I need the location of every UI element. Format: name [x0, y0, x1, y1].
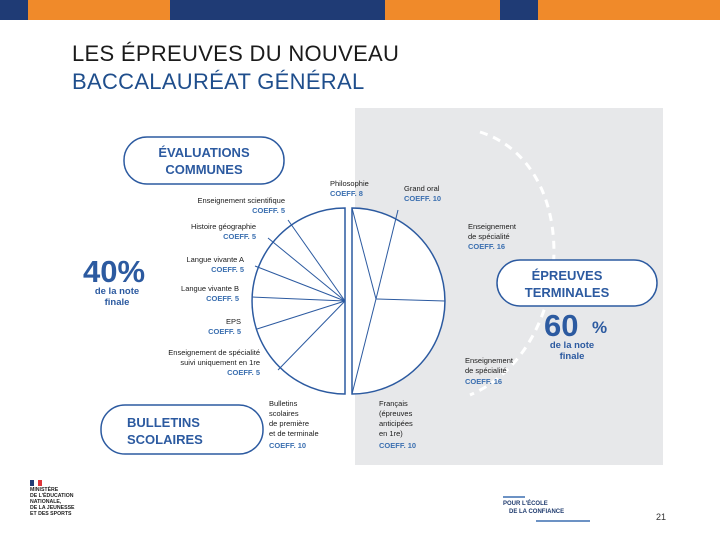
ministere-line-3: NATIONALE, [30, 499, 62, 505]
right-item-francais-line-4: en 1re) [379, 429, 403, 438]
bulletins-item-coeff: COEFF. 10 [269, 441, 307, 450]
epreuves-sub-line-1: de la note [549, 340, 595, 351]
page-title-line-2: BACCALAURÉAT GÉNÉRAL [72, 69, 365, 94]
ministere-line-1: MINISTÈRE [30, 487, 59, 493]
confiance-line-2: DE LA CONFIANCE [509, 509, 565, 515]
ministere-line-2: DE L'ÉDUCATION [30, 493, 74, 499]
evaluations-title-line-2: COMMUNES [165, 162, 243, 177]
left-item-6-name-line-2: suivi uniquement en 1re [180, 358, 260, 367]
right-item-specialite-1-line-2: de spécialité [468, 232, 510, 241]
ministere-logo [30, 487, 90, 517]
left-item-3-coeff: COEFF. 5 [211, 265, 244, 274]
right-item-grand-oral-name: Grand oral [404, 184, 440, 193]
right-item-francais-coeff: COEFF. 10 [379, 441, 417, 450]
epreuves-percent-sign: % [592, 318, 608, 337]
confiance-line-1: POUR L'ÉCOLE [503, 501, 548, 507]
bulletins-item-line-1: Bulletins [269, 399, 298, 408]
epreuves-sub-line-2: finale [559, 351, 585, 362]
evaluations-title-line-1: ÉVALUATIONS [158, 145, 250, 160]
bulletins-item-line-4: et de terminale [269, 429, 319, 438]
left-item-1-name: Enseignement scientifique [197, 196, 285, 205]
evaluations-sub-line-2: finale [104, 297, 130, 308]
right-item-specialite-2-line-2: de spécialité [465, 366, 507, 375]
right-item-philosophie-coeff: COEFF. 8 [330, 189, 363, 198]
left-item-3-name: Langue vivante A [186, 255, 244, 264]
ministere-line-5: ET DES SPORTS [30, 511, 72, 517]
page-number: 21 [656, 512, 667, 522]
ministere-line-4: DE LA JEUNESSE [30, 505, 75, 511]
right-item-specialite-2-coeff: COEFF. 16 [465, 377, 503, 386]
bulletins-title-line-1: BULLETINS [127, 415, 200, 430]
left-item-6-coeff: COEFF. 5 [227, 368, 260, 377]
left-item-1-coeff: COEFF. 5 [252, 206, 285, 215]
epreuves-title-line-1: ÉPREUVES [531, 268, 603, 283]
left-item-2-coeff: COEFF. 5 [223, 232, 256, 241]
bulletins-item-line-2: scolaires [269, 409, 299, 418]
right-item-francais-line-3: anticipées [379, 419, 413, 428]
epreuves-percent-number: 60 [544, 308, 579, 343]
left-item-4-name: Langue vivante B [181, 284, 239, 293]
right-item-philosophie-name: Philosophie [330, 179, 369, 188]
left-item-2-name: Histoire géographie [190, 222, 256, 231]
epreuves-title-line-2: TERMINALES [524, 285, 610, 300]
ecole-confiance-logo [503, 500, 564, 516]
right-item-francais-line-1: Français [379, 399, 408, 408]
right-item-grand-oral-coeff: COEFF. 10 [404, 194, 442, 203]
left-item-5-coeff: COEFF. 5 [208, 327, 241, 336]
evaluations-sub-line-1: de la note [94, 286, 140, 297]
page-title-line-1: LES ÉPREUVES DU NOUVEAU [72, 41, 400, 66]
right-item-specialite-1-line-1: Enseignement [468, 222, 516, 231]
marianne-flag-icon [30, 480, 42, 486]
left-item-6-name-line-1: Enseignement de spécialité [168, 348, 260, 357]
left-item-5-name: EPS [225, 317, 241, 326]
right-item-specialite-1-coeff: COEFF. 16 [468, 242, 506, 251]
evaluations-percent: 40% [83, 254, 146, 289]
right-item-francais-line-2: (épreuves [379, 409, 413, 418]
bulletins-item-line-3: de première [269, 419, 310, 428]
left-item-4-coeff: COEFF. 5 [206, 294, 239, 303]
right-item-specialite-2-line-1: Enseignement [465, 356, 513, 365]
bulletins-title-line-2: SCOLAIRES [127, 432, 203, 447]
